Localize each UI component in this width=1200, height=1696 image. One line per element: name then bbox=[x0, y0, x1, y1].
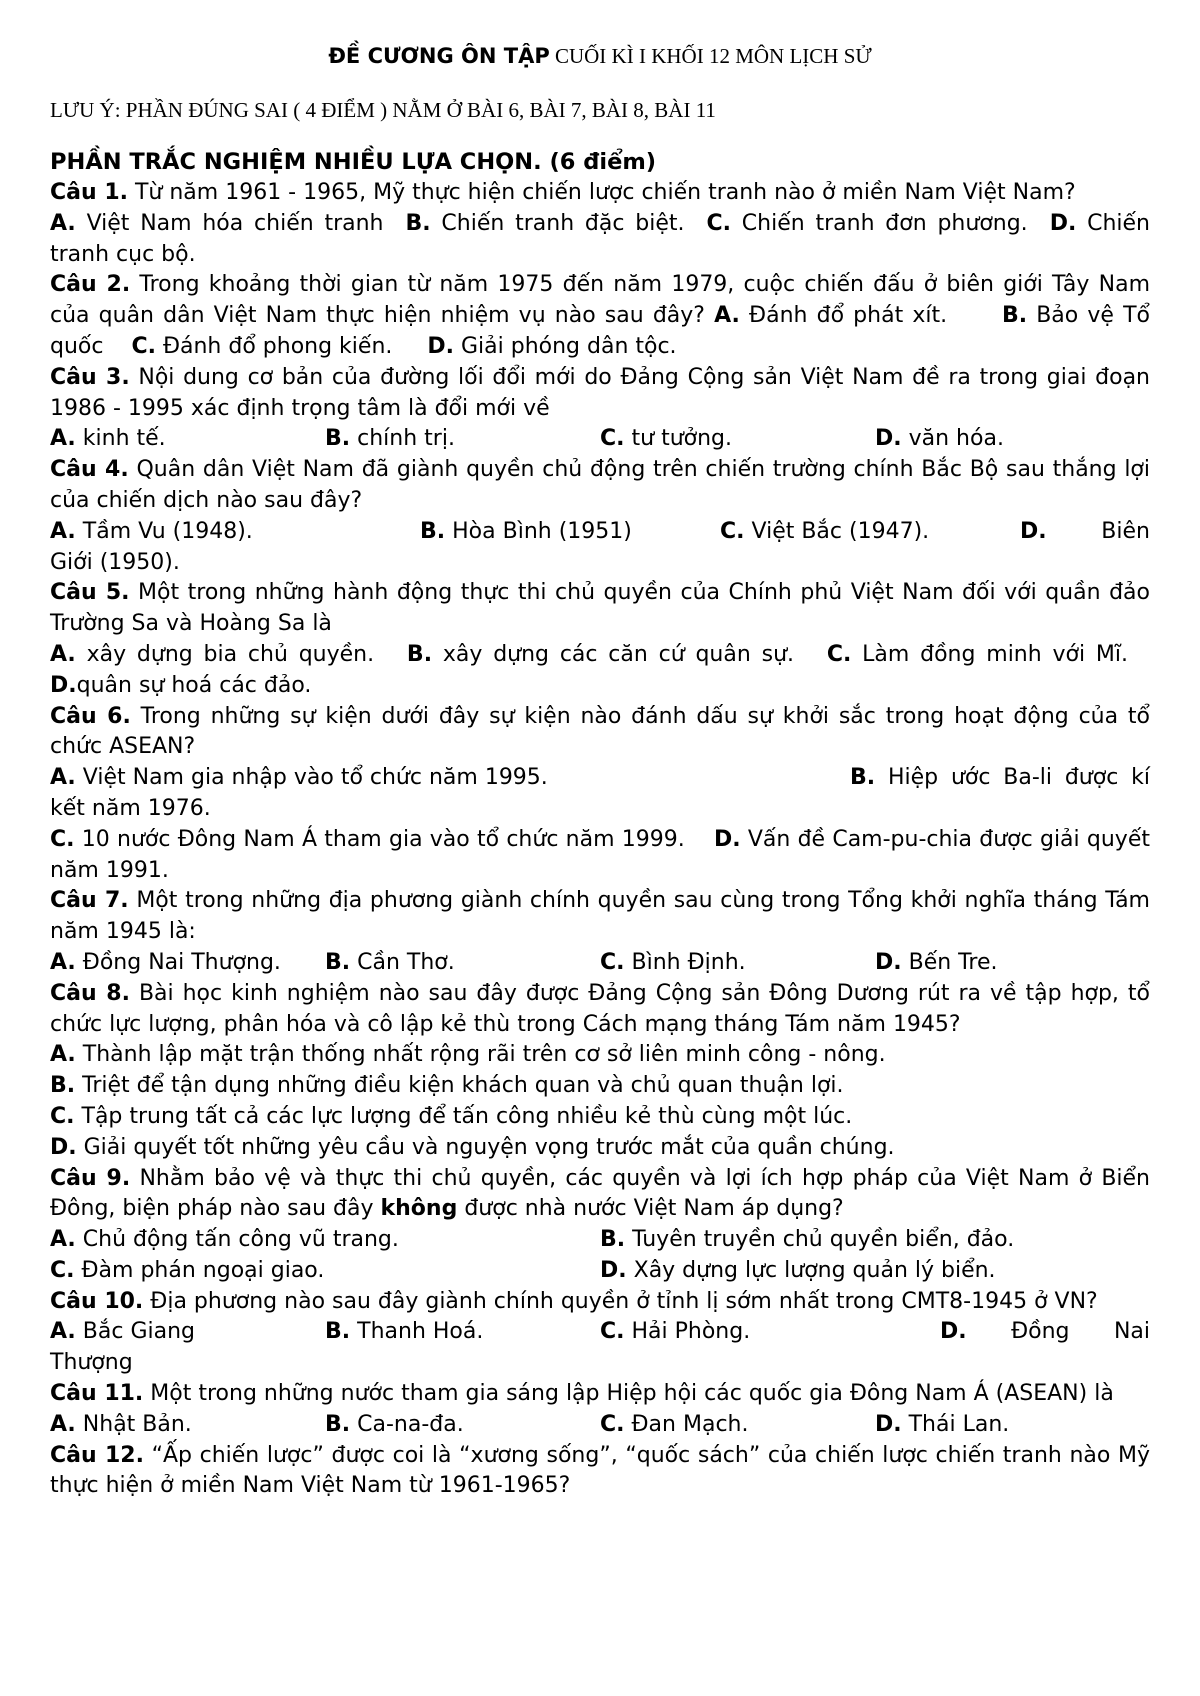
questions-list bbox=[50, 178, 1150, 1502]
option-c: C. Làm đồng minh với Mĩ. bbox=[826, 641, 1128, 667]
question-label: Câu 5. bbox=[50, 580, 130, 606]
question-6 bbox=[50, 702, 1150, 764]
option-b: B. Thanh Hoá. bbox=[325, 1319, 484, 1345]
question-text: Nhằm bảo vệ và thực thi chủ quyền, các quyền và lợi ích hợp pháp của Việt Nam ở Biển Đông, biện pháp nào sau đây bbox=[50, 1165, 1150, 1222]
option-b: B. Cần Thơ. bbox=[325, 949, 455, 975]
option-b: B. chính trị. bbox=[325, 426, 455, 452]
question-text: Địa phương nào sau đây giành chính quyền ở tỉnh lị sớm nhất trong CMT8-1945 ở VN? bbox=[143, 1288, 1098, 1314]
question-2 bbox=[50, 270, 1150, 362]
question-8-options bbox=[50, 1040, 1150, 1163]
question-10-options bbox=[50, 1317, 1150, 1379]
option-d: D. Giải phóng dân tộc. bbox=[427, 333, 677, 359]
option-c: C. Tập trung tất cả các lực lượng để tấn công nhiều kẻ thù cùng một lúc. bbox=[50, 1103, 853, 1129]
option-d: D. Bến Tre. bbox=[875, 949, 998, 975]
question-5-options bbox=[50, 640, 1150, 702]
question-text-end: được nhà nước Việt Nam áp dụng? bbox=[457, 1196, 844, 1222]
question-label: Câu 9. bbox=[50, 1165, 131, 1191]
option-a: A. Bắc Giang bbox=[50, 1319, 196, 1345]
question-label: Câu 8. bbox=[50, 980, 130, 1006]
question-text: Trong những sự kiện dưới đây sự kiện nào đánh dấu sự khởi sắc trong hoạt động của tổ chức ASEAN? bbox=[50, 703, 1150, 760]
option-b: B. Chiến tranh đặc biệt. bbox=[405, 210, 685, 236]
option-a: A. Thành lập mặt trận thống nhất rộng rãi trên cơ sở liên minh công - nông. bbox=[50, 1042, 886, 1068]
option-b: B. Tuyên truyền chủ quyền biển, đảo. bbox=[600, 1227, 1015, 1253]
question-text: Quân dân Việt Nam đã giành quyền chủ động trên chiến trường chính Bắc Bộ sau thắng lợi của chiến dịch nào sau đây? bbox=[50, 457, 1151, 513]
option-a: A. Đồng Nai Thượng. bbox=[50, 949, 281, 975]
option-a: A. Nhật Bản. bbox=[50, 1411, 192, 1437]
option-b: B. Triệt để tận dụng những điều kiện khách quan và chủ quan thuận lợi. bbox=[50, 1073, 844, 1099]
question-1 bbox=[50, 178, 1150, 209]
option-b: B. Bảo vệ Tổ quốc bbox=[50, 303, 1150, 359]
option-d: D. Giải quyết tốt những yêu cầu và nguyện vọng trước mắt của quần chúng. bbox=[50, 1134, 895, 1160]
question-11 bbox=[50, 1379, 1150, 1410]
option-c: C. Việt Bắc (1947). bbox=[720, 518, 930, 544]
option-d: D. văn hóa. bbox=[875, 426, 1004, 452]
option-b: B. xây dựng các căn cứ quân sự. bbox=[406, 641, 795, 667]
document-title bbox=[50, 34, 1150, 78]
option-c: C. Đánh đổ phong kiến. bbox=[131, 333, 393, 359]
option-a: A. xây dựng bia chủ quyền. bbox=[50, 641, 375, 667]
option-c: C. Bình Định. bbox=[600, 949, 746, 975]
question-text: “Ấp chiến lược” được coi là “xương sống”, “quốc sách” của chiến lược chiến tranh nào Mỹ thực hiện ở miền Nam Việt Nam từ 1961-1965? bbox=[50, 1442, 1150, 1499]
option-a: A. kinh tế. bbox=[50, 426, 166, 452]
option-d: D. Chiến tranh cục bộ. bbox=[50, 210, 1150, 267]
option-c: C. 10 nước Đông Nam Á tham gia vào tổ chức năm 1999. bbox=[50, 826, 685, 852]
section-heading: PHẦN TRẮC NGHIỆM NHIỀU LỰA CHỌN. (6 điểm) bbox=[50, 149, 657, 175]
question-9 bbox=[50, 1164, 1150, 1226]
question-label: Câu 3. bbox=[50, 364, 130, 390]
option-b: B. Ca-na-đa. bbox=[325, 1411, 464, 1437]
option-c: C. Đan Mạch. bbox=[600, 1411, 749, 1437]
question-label: Câu 11. bbox=[50, 1381, 144, 1407]
question-7-options bbox=[50, 948, 1150, 979]
option-a: A. Việt Nam gia nhập vào tổ chức năm 1995. bbox=[50, 765, 548, 791]
option-d: D. Vấn đề Cam-pu-chia được giải quyết năm 1991. bbox=[50, 826, 1150, 883]
question-label: Câu 12. bbox=[50, 1442, 144, 1468]
question-text: Nội dung cơ bản của đường lối đổi mới do Đảng Cộng sản Việt Nam đề ra trong giai đoạn 1986 - 1995 xác định trọng tâm là đổi mới về bbox=[50, 364, 1150, 421]
question-text: Một trong những nước tham gia sáng lập Hiệp hội các quốc gia Đông Nam Á (ASEAN) là bbox=[143, 1381, 1114, 1407]
question-text: Từ năm 1961 - 1965, Mỹ thực hiện chiến lược chiến tranh nào ở miền Nam Việt Nam? bbox=[127, 180, 1076, 205]
question-3-options bbox=[50, 424, 1150, 455]
question-12 bbox=[50, 1441, 1150, 1503]
option-d: D. Đồng Nai Thượng bbox=[50, 1319, 1150, 1376]
option-a: A. Việt Nam hóa chiến tranh bbox=[50, 210, 384, 236]
exam-note: LƯU Ý: PHẦN ĐÚNG SAI ( 4 ĐIỂM ) NẰM Ở BÀI 6, BÀI 7, BÀI 8, BÀI 11 bbox=[50, 98, 716, 122]
question-8 bbox=[50, 979, 1150, 1041]
question-label: Câu 1. bbox=[50, 180, 128, 205]
question-label: Câu 10. bbox=[50, 1288, 144, 1314]
option-c: C. tư tưởng. bbox=[600, 426, 733, 452]
question-3 bbox=[50, 363, 1150, 425]
question-4 bbox=[50, 455, 1150, 517]
question-7 bbox=[50, 886, 1150, 948]
option-b: B. Hiệp ước Ba-li được kí kết năm 1976. bbox=[50, 765, 1150, 821]
title-bold-part: ĐỀ CƯƠNG ÔN TẬP bbox=[328, 44, 550, 68]
question-1-options bbox=[50, 209, 1150, 271]
question-text: Một trong những địa phương giành chính quyền sau cùng trong Tổng khởi nghĩa tháng Tám năm 1945 là: bbox=[50, 888, 1150, 945]
option-d: D. Xây dựng lực lượng quản lý biển. bbox=[600, 1257, 996, 1283]
question-6-options-ab bbox=[50, 763, 1150, 825]
option-c: C. Chiến tranh đơn phương. bbox=[706, 210, 1028, 236]
question-label: Câu 6. bbox=[50, 703, 131, 729]
question-label: Câu 4. bbox=[50, 457, 129, 483]
question-emphasis: không bbox=[380, 1196, 458, 1222]
option-d: D. Biên Giới (1950). bbox=[50, 518, 1150, 575]
question-4-options bbox=[50, 517, 1150, 579]
question-6-options-cd bbox=[50, 825, 1150, 887]
option-a: A. Đánh đổ phát xít. bbox=[714, 303, 948, 329]
question-text: Bài học kinh nghiệm nào sau đây được Đảng Cộng sản Đông Dương rút ra về tập hợp, tổ chức lực lượng, phân hóa và cô lập kẻ thù trong Cách mạng tháng Tám năm 1945? bbox=[50, 980, 1150, 1037]
title-rest-part: CUỐI KÌ I KHỐI 12 MÔN LỊCH SỬ bbox=[549, 44, 872, 68]
option-c: C. Hải Phòng. bbox=[600, 1319, 751, 1345]
option-b: B. Hòa Bình (1951) bbox=[420, 518, 632, 544]
question-text: Trong khoảng thời gian từ năm 1975 đến năm 1979, cuộc chiến đấu ở biên giới Tây Nam của quân dân Việt Nam thực hiện nhiệm vụ nào sau đây? bbox=[50, 272, 1150, 329]
option-d: D.quân sự hoá các đảo. bbox=[50, 672, 312, 698]
option-d: D. Thái Lan. bbox=[875, 1411, 1010, 1437]
question-text: Một trong những hành động thực thi chủ quyền của Chính phủ Việt Nam đối với quần đảo Trường Sa và Hoàng Sa là bbox=[50, 580, 1150, 637]
option-c: C. Đàm phán ngoại giao. bbox=[50, 1257, 325, 1283]
option-a: A. Chủ động tấn công vũ trang. bbox=[50, 1227, 399, 1253]
question-11-options bbox=[50, 1410, 1150, 1441]
question-label: Câu 7. bbox=[50, 888, 129, 914]
option-a: A. Tầm Vu (1948). bbox=[50, 518, 253, 544]
question-10 bbox=[50, 1287, 1150, 1318]
question-5 bbox=[50, 578, 1150, 640]
question-9-options bbox=[50, 1225, 1150, 1287]
question-label: Câu 2. bbox=[50, 272, 131, 298]
